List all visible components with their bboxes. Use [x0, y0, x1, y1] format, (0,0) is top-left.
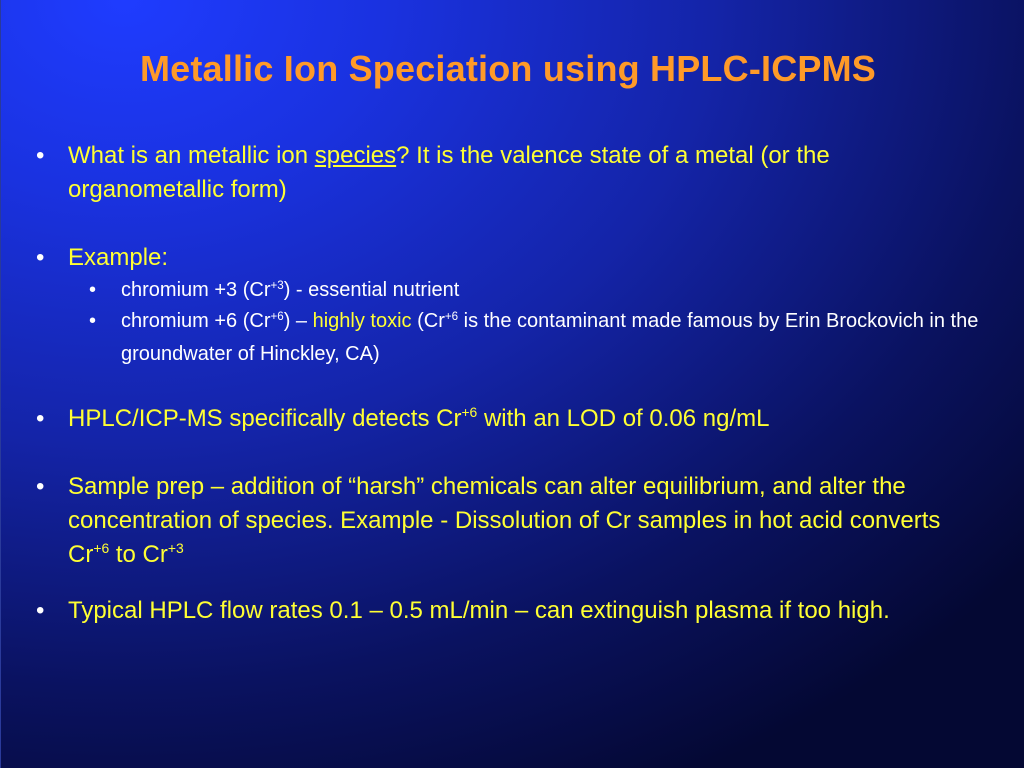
bullet-marker: •: [36, 405, 45, 432]
bullet-text: [68, 470, 986, 574]
superscript: +6: [270, 309, 284, 323]
bullet-marker: •: [36, 142, 45, 169]
bullet-text: [68, 402, 986, 438]
underlined-term: species: [314, 142, 397, 169]
text-run: chromium +6 (Cr: [121, 310, 271, 332]
text-run: is the contaminant made famous by Erin Brockovich in the groundwater of Hinckley, CA): [121, 310, 979, 365]
text-run: HPLC/ICP-MS specifically detects Cr: [68, 405, 462, 432]
superscript: +3: [167, 540, 184, 557]
subbullet-marker: •: [89, 310, 97, 332]
subbullet-text: [121, 275, 989, 308]
bullet-marker: •: [36, 597, 45, 624]
text-run: (Cr: [411, 310, 445, 332]
bullet-marker: •: [36, 473, 45, 500]
text-run: Sample prep – addition of “harsh” chemicals can alter equilibrium, and alter the concentration of species. Example - Dissolution of Cr samples in hot acid converts Cr: [68, 473, 941, 568]
subbullet-marker: •: [89, 279, 97, 301]
slide-title: Metallic Ion Speciation using HPLC-ICPMS: [139, 48, 877, 89]
text-run: ) –: [283, 310, 313, 332]
slide-content: [1, 0, 1024, 768]
text-run: chromium +3 (Cr: [121, 279, 271, 301]
highlighted-text: highly toxic: [312, 310, 412, 332]
text-run: to Cr: [109, 541, 168, 568]
subbullet-text: [121, 306, 989, 370]
bullet-text: Typical HPLC flow rates 0.1 – 0.5 mL/min – can extinguish plasma if too high.: [68, 597, 890, 624]
bullet-text: Example:: [68, 244, 169, 271]
text-run: with an LOD of 0.06 ng/mL: [477, 405, 770, 432]
text-run: ) - essential nutrient: [283, 279, 460, 301]
superscript: +6: [461, 404, 478, 421]
bullet-marker: •: [36, 244, 45, 271]
text-run: What is an metallic ion: [68, 142, 315, 169]
superscript: +3: [270, 278, 284, 292]
bullet-text: [68, 139, 986, 207]
text-run: ? It is the valence state of a metal (or the organometallic form): [68, 142, 830, 203]
superscript: +6: [444, 309, 459, 323]
superscript: +6: [93, 540, 110, 557]
